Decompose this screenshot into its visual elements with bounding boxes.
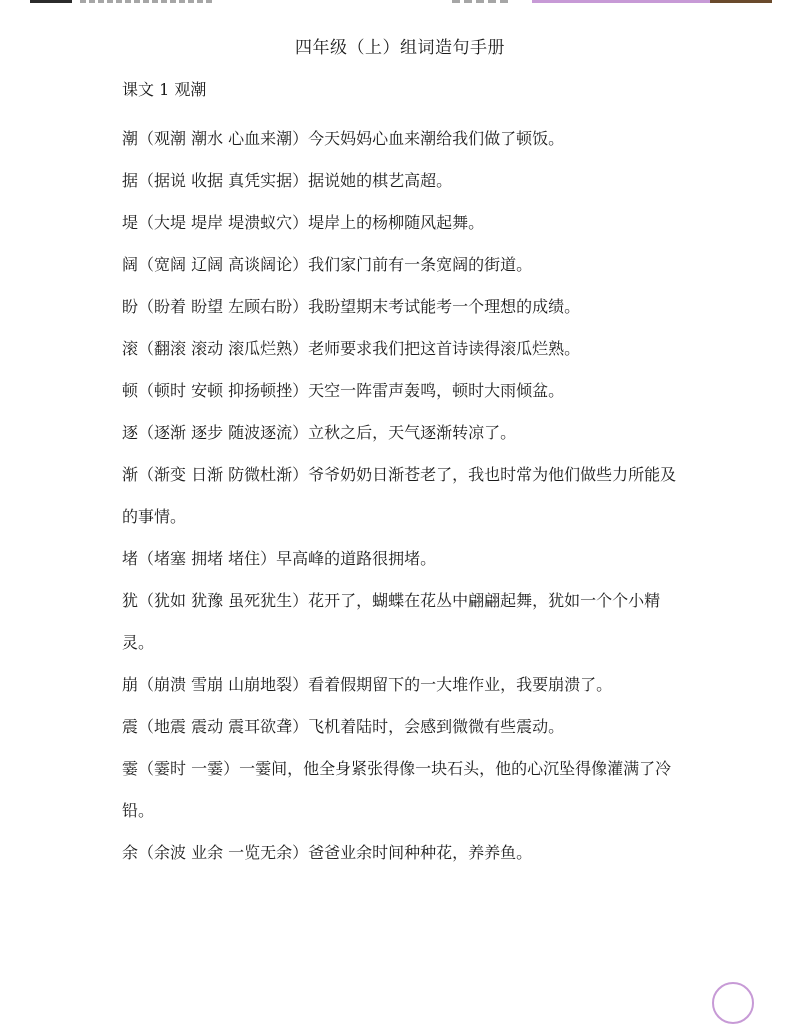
entry-item: 潮（观潮 潮水 心血来潮）今天妈妈心血来潮给我们做了顿饭。 (122, 129, 565, 148)
strip-faded-text (80, 0, 215, 3)
entry-item: 崩（崩溃 雪崩 山崩地裂）看着假期留下的一大堆作业，我要崩溃了。 (122, 675, 613, 694)
entry-item: 震（地震 震动 震耳欲聋）飞机着陆时，会感到微微有些震动。 (122, 717, 565, 736)
entry-item: 据（据说 收据 真凭实据）据说她的棋艺高超。 (122, 171, 453, 190)
entry-item: 逐（逐渐 逐步 随波逐流）立秋之后，天气逐渐转凉了。 (122, 423, 517, 442)
page-title: 四年级（上）组词造句手册 (295, 38, 505, 58)
entry-item: 堵（堵塞 拥堵 堵住）早高峰的道路很拥堵。 (122, 549, 437, 568)
entry-item: 余（余波 业余 一览无余）爸爸业余时间种种花，养养鱼。 (122, 843, 533, 862)
entry-item: 渐（渐变 日渐 防微杜渐）爷爷奶奶日渐苍老了，我也时常为他们做些力所能及的事情。 (122, 465, 677, 526)
strip-dark-segment (30, 0, 72, 3)
strip-brown-bar (710, 0, 772, 3)
entry-item: 滚（翻滚 滚动 滚瓜烂熟）老师要求我们把这首诗读得滚瓜烂熟。 (122, 339, 581, 358)
strip-purple-bar (532, 0, 710, 3)
entry-item: 顿（顿时 安顿 抑扬顿挫）天空一阵雷声轰鸣，顿时大雨倾盆。 (122, 381, 565, 400)
entry-item: 盼（盼着 盼望 左顾右盼）我盼望期末考试能考一个理想的成绩。 (122, 297, 581, 316)
entry-item: 堤（大堤 堤岸 堤溃蚁穴）堤岸上的杨柳随风起舞。 (122, 213, 485, 232)
top-decorative-strip (0, 0, 800, 6)
strip-faded-text (452, 0, 512, 3)
corner-page-mark (712, 982, 754, 1024)
entry-item: 阔（宽阔 辽阔 高谈阔论）我们家门前有一条宽阔的街道。 (122, 255, 533, 274)
entry-item: 霎（霎时 一霎）一霎间，他全身紧张得像一块石头，他的心沉坠得像灌满了冷铅。 (122, 759, 672, 820)
lesson-heading: 课文 1 观潮 (122, 80, 207, 99)
entry-item: 犹（犹如 犹豫 虽死犹生）花开了，蝴蝶在花丛中翩翩起舞，犹如一个个小精灵。 (122, 591, 661, 652)
entry-list (122, 118, 682, 874)
